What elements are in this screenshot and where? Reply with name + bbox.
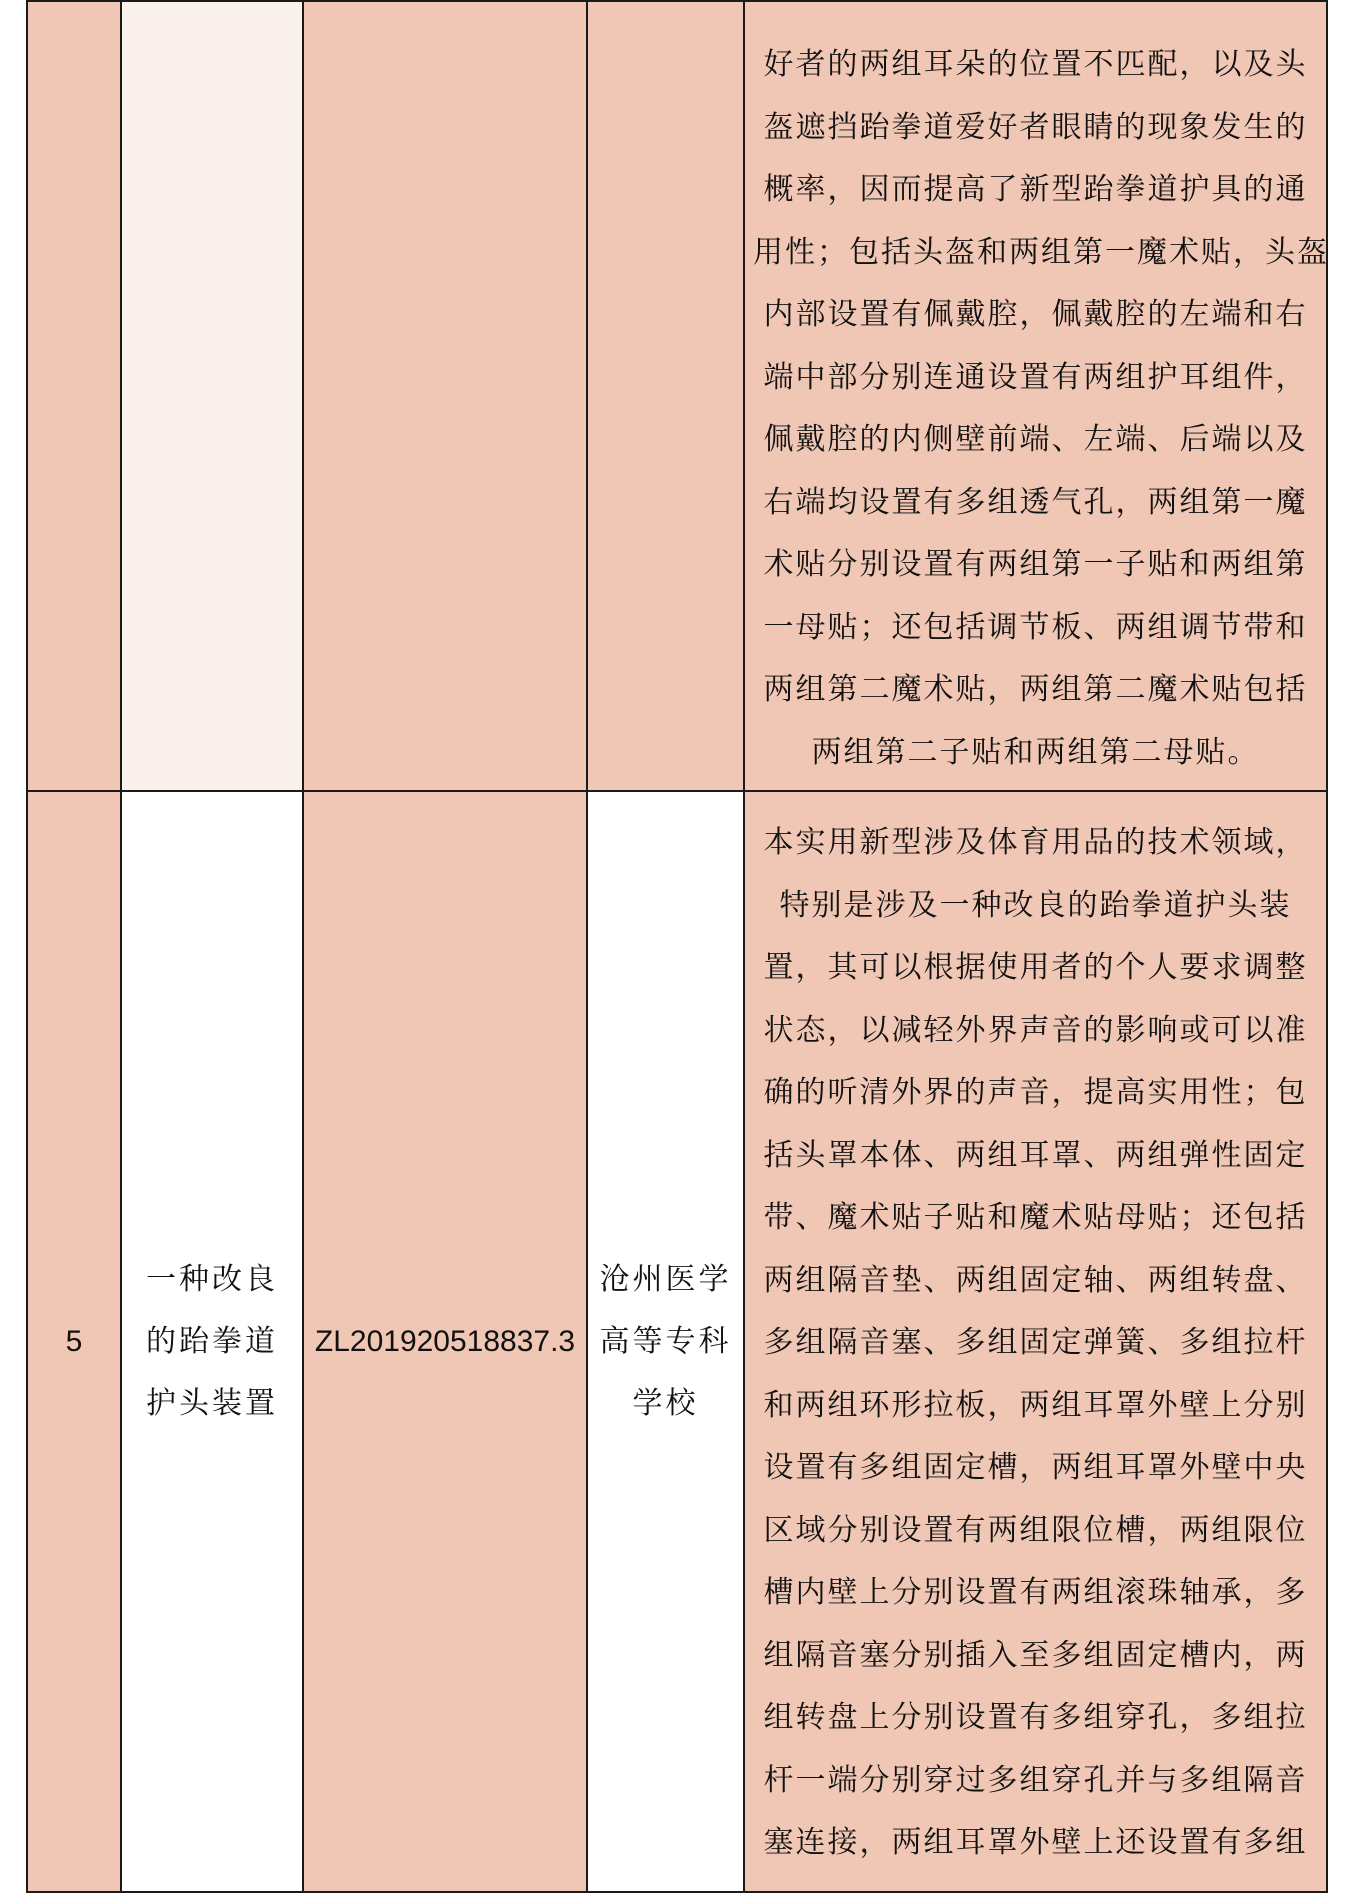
owner-cell	[587, 1, 744, 791]
name-line: 护头装置	[146, 1385, 278, 1421]
description-line: 区域分别设置有两组限位槽，两组限位	[763, 1512, 1308, 1548]
description-line: 括头罩本体、两组耳罩、两组弹性固定	[763, 1137, 1308, 1173]
description-line: 多组隔音塞、多组固定弹簧、多组拉杆	[763, 1325, 1308, 1361]
description-line: 两组第二魔术贴，两组第二魔术贴包括	[763, 672, 1308, 707]
owner-line: 沧州医学	[599, 1261, 732, 1297]
owner-cell	[587, 791, 744, 1892]
description-line: 组转盘上分别设置有多组穿孔，多组拉	[763, 1700, 1308, 1736]
description-line: 设置有多组固定槽，两组耳罩外壁中央	[763, 1450, 1308, 1486]
description-line: 概率，因而提高了新型跆拳道护具的通	[763, 172, 1308, 207]
description-text	[745, 8, 1329, 784]
description-line: 本实用新型涉及体育用品的技术领域，	[763, 825, 1308, 861]
description-line: 带、魔术贴子贴和魔术贴母贴；还包括	[763, 1200, 1308, 1236]
description-line: 内部设置有佩戴腔，佩戴腔的左端和右	[763, 297, 1308, 332]
description-line: 盔遮挡跆拳道爱好者眼睛的现象发生的	[763, 109, 1308, 145]
owner-line: 学校	[632, 1385, 699, 1421]
table-row	[27, 791, 1327, 1892]
description-line: 槽内壁上分别设置有两组滚珠轴承，多	[763, 1575, 1308, 1611]
table-row	[27, 1, 1327, 791]
owner-line: 高等专科	[599, 1323, 732, 1359]
description-line: 和两组环形拉板，两组耳罩外壁上分别	[763, 1387, 1308, 1423]
name-cell	[121, 1, 303, 791]
description-line: 确的听清外界的声音，提高实用性；包	[763, 1075, 1308, 1111]
description-line: 一母贴；还包括调节板、两组调节带和	[763, 609, 1308, 645]
patent-table	[26, 0, 1328, 1893]
name-cell	[121, 791, 303, 1892]
description-line: 术贴分别设置有两组第一子贴和两组第	[763, 547, 1308, 582]
description-line: 置，其可以根据使用者的个人要求调整	[763, 950, 1308, 986]
description-line: 端中部分别连通设置有两组护耳组件，	[763, 359, 1308, 395]
description-line: 右端均设置有多组透气孔，两组第一魔	[763, 484, 1308, 520]
name-line: 一种改良	[146, 1261, 278, 1297]
description-line: 特别是涉及一种改良的跆拳道护头装	[779, 887, 1292, 923]
number-cell	[27, 1, 121, 791]
description-line: 杆一端分别穿过多组穿孔并与多组隔音	[763, 1762, 1308, 1798]
description-text	[745, 808, 1326, 1875]
description-line: 两组第二子贴和两组第二母贴。	[811, 734, 1260, 770]
description-line: 好者的两组耳朵的位置不匹配，以及头	[763, 47, 1308, 82]
name-line: 的跆拳道	[146, 1323, 278, 1359]
patent-number-cell	[303, 1, 587, 791]
description-line: 两组隔音垫、两组固定轴、两组转盘、	[763, 1262, 1308, 1298]
description-line: 组隔音塞分别插入至多组固定槽内，两	[763, 1637, 1308, 1673]
description-line: 用性；包括头盔和两组第一魔术贴，头盔	[753, 234, 1329, 270]
description-line: 塞连接，两组耳罩外壁上还设置有多组	[763, 1825, 1308, 1861]
description-cell	[744, 791, 1327, 1892]
patent-number-cell: ZL201920518837.3	[303, 791, 587, 1892]
description-cell	[744, 1, 1327, 791]
number-cell: 5	[27, 791, 121, 1892]
description-line: 佩戴腔的内侧壁前端、左端、后端以及	[763, 422, 1308, 457]
description-line: 状态，以减轻外界声音的影响或可以准	[763, 1012, 1308, 1048]
